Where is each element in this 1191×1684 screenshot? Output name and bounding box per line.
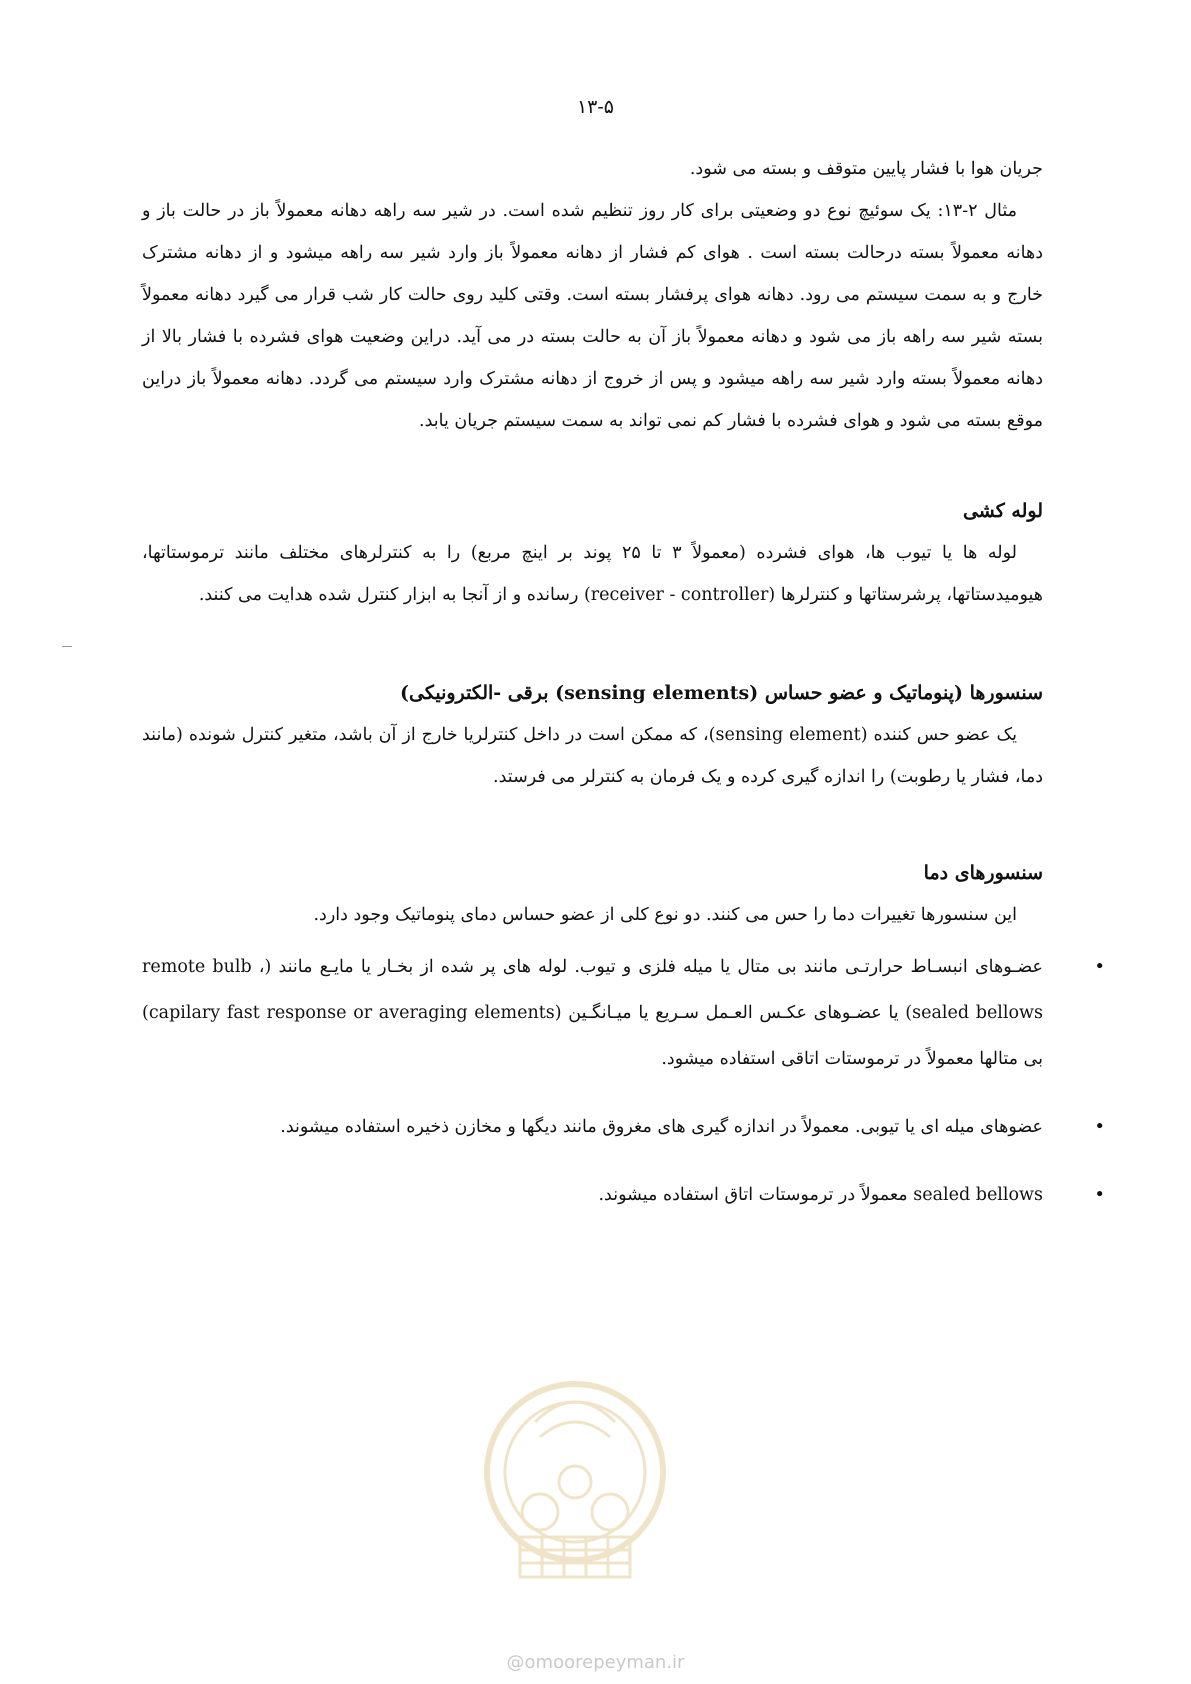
heading-piping: لوله کشی [962,500,1043,522]
paragraph-airflow-stop: جریان هوا با فشار پایین متوقف و بسته می شود. [689,159,1043,179]
heading-sensors: سنسورها (پنوماتیک و عضو حساس (sensing elements) برقی -الکترونیکی) [400,682,1043,704]
paragraph-sensing-element: یک عضو حس کننده (sensing element)، که ممکن است در داخل کنترلریا خارج از آن باشد، متغیر کنترل شونده (مانند دما، فشار یا رطوبت) را اندازه گیری کرده و یک فرمان به کنترلر می فرستد. [142,725,1043,787]
paragraph-example-13-2: مثال ۲-۱۳: یک سوئیچ نوع دو وضعیتی برای کار روز تنظیم شده است. در شیر سه راهه دهانه معمولاً باز در حالت باز و دهانه معمولاً بسته درحالت بسته است . هوای کم فشار از دهانه معمولاً باز وارد شیر سه راهه میشود و از دهانه مشترک خارج و به سمت سیستم می رود. دهانه هوای پرفشار بسته است. وقتی کلید روی حالت کار شب قرار می گیرد دهانه معمولاً بسته شیر سه راهه باز می شود و دهانه معمولاً باز آن به حالت بسته در می آید. دراین وضعیت هوای فشرده با فشار بالا از دهانه معمولاً بسته وارد شیر سه راهه میشود و پس از خروج از دهانه مشترک وارد سیستم می گردد. دهانه معمولاً باز دراین موقع بسته می شود و هوای فشرده با فشار کم نمی تواند به سمت سیستم جریان یابد. [142,201,1043,431]
list-item-text: sealed bellows معمولاً در ترموستات اتاق استفاده میشوند. [598,1185,1043,1205]
list-item-text: عضـوهای انبسـاط حرارتـی مانند بی متال یا میله فلزی و تیوب. لوله های پر شده از بخـار یا مایـع مانند (remote bulb ، sealed bellows) یا عضـوهای عکـس العـمل سـریع یا میـانگـین (capilary fast response or averaging elements) بی متالها معمولاً در ترموستات اتاقی استفاده میشود. [142,957,1043,1069]
sensor-types-list [142,944,1105,1218]
watermark-site: @omoorepeyman.ir [506,1652,685,1673]
list-item-text: عضوهای میله ای یا تیوبی. معمولاً در اندازه گیری های مغروق مانند دیگها و مخازن ذخیره استفاده میشوند. [280,1117,1043,1137]
page-number: ۱۳-۵ [576,96,615,118]
bullet-icon: • [1094,1116,1105,1137]
margin-tick [62,646,72,647]
list-item [142,1172,1105,1218]
heading-temperature-sensors: سنسورهای دما [923,862,1043,884]
bullet-icon: • [1094,956,1105,977]
watermark-seal-icon [480,1362,670,1612]
document-body [142,148,1105,1240]
paragraph-piping: لوله ها یا تیوب ها، هوای فشرده (معمولاً ۳ تا ۲۵ پوند بر اینچ مربع) را به کنترلرهای مختلف مانند ترموستاتها، هیومیدستاتها، پرشرستاتها و کنترلرها (receiver - controller) رسانده و از آنجا به ابزار کنترل شده هدایت می کنند. [142,543,1043,605]
bullet-icon: • [1094,1184,1105,1205]
list-item [142,1104,1105,1150]
list-item [142,944,1105,1082]
paragraph-temperature-sensors: این سنسورها تغییرات دما را حس می کنند. دو نوع کلی از عضو حساس دمای پنوماتیک وجود دارد. [313,905,1017,925]
